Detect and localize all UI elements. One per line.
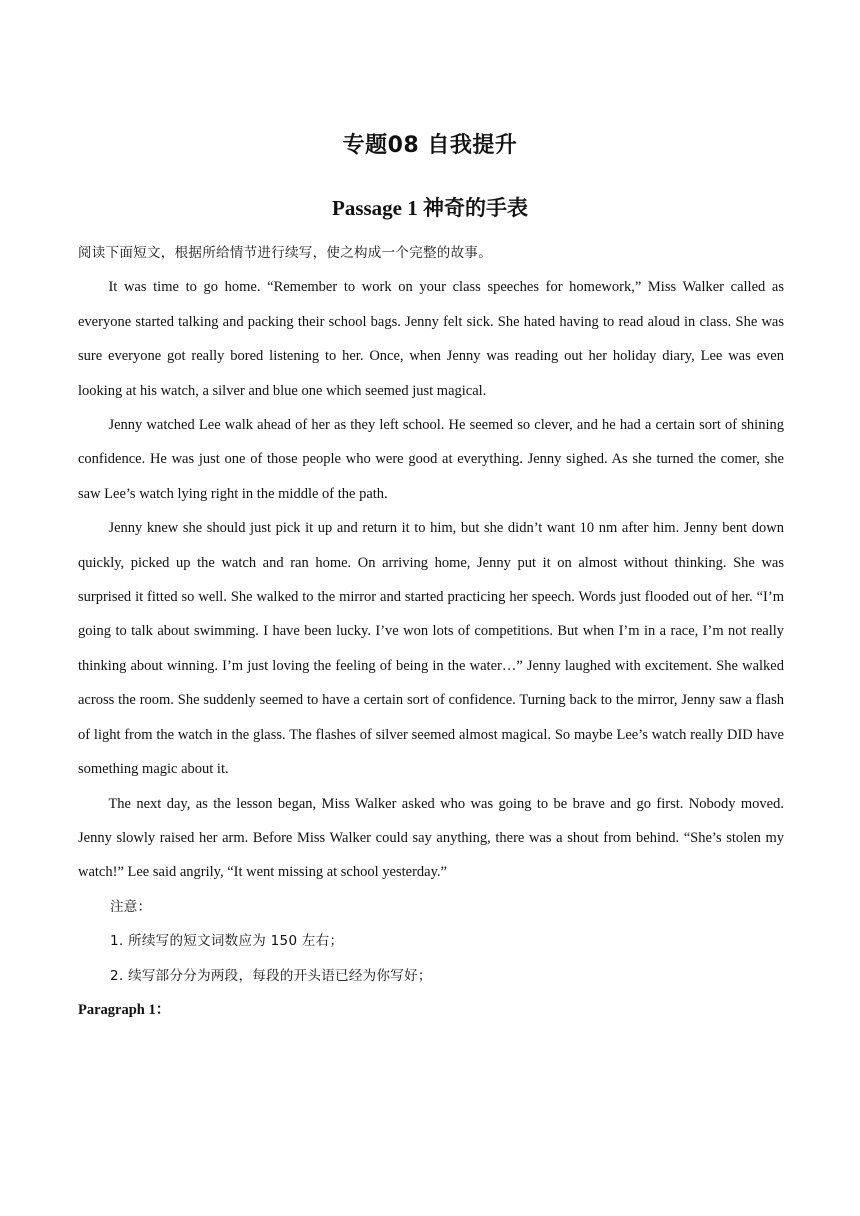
note-item-2: 2. 续写部分分为两段，每段的开头语已经为你写好； [110,967,432,984]
passage-body [78,236,784,1027]
story-paragraph-3: Jenny knew she should just pick it up and return it to him, but she didn’t want 10 nm after him. Jenny bent down quickly, picked up the watch and ran home. On arriving home, Jenny put it on almost without thinking. She was surprised it fitted so well. She walked to the mirror and started practicing her speech. Words just flooded out of her. “I’m going to talk about swimming. I have been lucky. I’ve won lots of competitions. But when I’m in a race, I’m not really thinking about winning. I’m just loving the feeling of being in the water…” Jenny laughed with excitement. She walked across the room. She suddenly seemed to have a certain sort of confidence. Turning back to the mirror, Jenny saw a flash of light from the watch in the glass. The flashes of silver seemed almost magical. So maybe Lee’s watch really DID have something magic about it. [78,520,784,778]
passage-heading [0,192,860,222]
passage-name: 神奇的手表 [423,196,528,220]
notes-section [78,890,784,993]
paragraph-1-label: Paragraph 1： [78,1001,171,1018]
note-item-1: 1. 所续写的短文词数应为 150 左右； [110,933,344,950]
page-title: 专题08 自我提升 [342,133,518,158]
instruction-text: 阅读下面短文，根据所给情节进行续写，使之构成一个完整的故事。 [78,245,492,261]
story-paragraph-2: Jenny watched Lee walk ahead of her as they left school. He seemed so clever, and he had a certain sort of shining confidence. He was just one of those people who were good at everything. Jenny sighed. As she turned the comer, she saw Lee’s watch lying right in the middle of the path. [78,417,784,502]
story-paragraph-1: It was time to go home. “Remember to work on your class speeches for homework,” Miss Walker called as everyone started talking and packing their school bags. Jenny felt sick. She hated having to read aloud in class. She was sure everyone got really bored listening to her. Once, when Jenny was reading out her holiday diary, Lee was even looking at his watch, a silver and blue one which seemed just magical. [78,279,784,399]
notes-heading: 注意： [110,898,152,915]
passage-number: Passage 1 [332,196,418,220]
story-paragraph-4: The next day, as the lesson began, Miss Walker asked who was going to be brave and go first. Nobody moved. Jenny slowly raised her arm. Before Miss Walker could say anything, there was a shout from behind. “She’s stolen my watch!” Lee said angrily, “It went missing at school yesterday.” [78,795,784,881]
